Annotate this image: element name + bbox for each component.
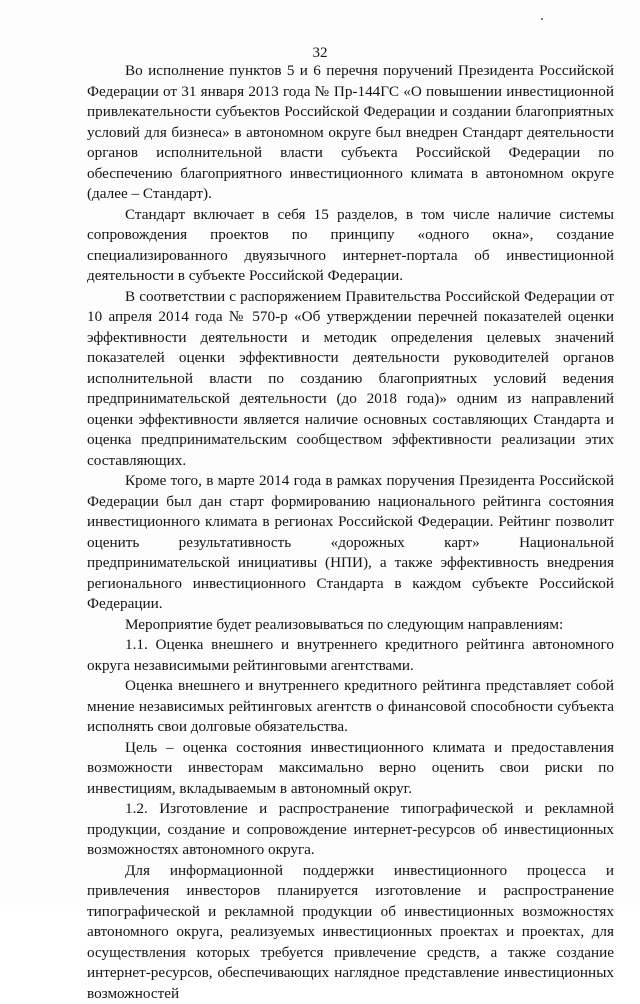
document-body <box>87 61 614 1004</box>
paragraph-information-support: Для информационной поддержки инвестиционного процесса и привлечения инвесторов планируется изготовление и распространение типографической и рекламной продукции об инвестиционных возможностях автономного округа, реализуемых инвестиционных проектах и проектах, для осуществления которых требуется привлечение средств, а также создание интернет-ресурсов, обеспечивающих наглядное представление инвестиционных возможностей <box>87 861 614 1004</box>
paragraph-directions-intro: Мероприятие будет реализовываться по следующим направлениям: <box>87 615 614 636</box>
paragraph-government-order: В соответствии с распоряжением Правительства Российской Федерации от 10 апреля 2014 года № 570-р «Об утверждении перечней показателей оценки эффективности деятельности и методик определения целевых значений показателей оценки эффективности деятельности руководителей органов исполнительной власти по созданию благоприятных условий ведения предпринимательской деятельности (до 2018 года)» одним из направлений оценки эффективности является наличие основных составляющих Стандарта и оценка предпринимательским сообществом эффективности реализации этих составляющих. <box>87 287 614 472</box>
paragraph-item-1-1: 1.1. Оценка внешнего и внутреннего кредитного рейтинга автономного округа независимыми рейтинговыми агентствами. <box>87 635 614 676</box>
paragraph-standard-introduction: Во исполнение пунктов 5 и 6 перечня поручений Президента Российской Федерации от 31 января 2013 года № Пр-144ГС «О повышении инвестиционной привлекательности субъектов Российской Федерации и создании благоприятных условий для бизнеса» в автономном округе был внедрен Стандарт деятельности органов исполнительной власти субъекта Российской Федерации по обеспечению благоприятного инвестиционного климата в автономном округе (далее – Стандарт). <box>87 61 614 205</box>
paragraph-credit-rating: Оценка внешнего и внутреннего кредитного рейтинга представляет собой мнение независимых рейтинговых агентств о финансовой способности субъекта исполнять свои долговые обязательства. <box>87 676 614 738</box>
paragraph-standard-contents: Стандарт включает в себя 15 разделов, в том числе наличие системы сопровождения проектов по принципу «одного окна», создание специализированного двуязычного интернет-портала об инвестиционной деятельности в субъекте Российской Федерации. <box>87 205 614 287</box>
paragraph-item-1-2: 1.2. Изготовление и распространение типографической и рекламной продукции, создание и сопровождение интернет-ресурсов об инвестиционных возможностях автономного округа. <box>87 799 614 861</box>
scan-speck <box>541 18 543 20</box>
page-number: 32 <box>0 44 640 62</box>
paragraph-goal: Цель – оценка состояния инвестиционного климата и предоставления возможности инвесторам максимально верно оценить свои риски по инвестициям, вкладываемым в автономный округ. <box>87 738 614 800</box>
paragraph-national-rating: Кроме того, в марте 2014 года в рамках поручения Президента Российской Федерации был дан старт формированию национального рейтинга состояния инвестиционного климата в регионах Российской Федерации. Рейтинг позволит оценить результативность «дорожных карт» Национальной предпринимательской инициативы (НПИ), а также эффективность внедрения регионального инвестиционного Стандарта в каждом субъекте Российской Федерации. <box>87 471 614 615</box>
